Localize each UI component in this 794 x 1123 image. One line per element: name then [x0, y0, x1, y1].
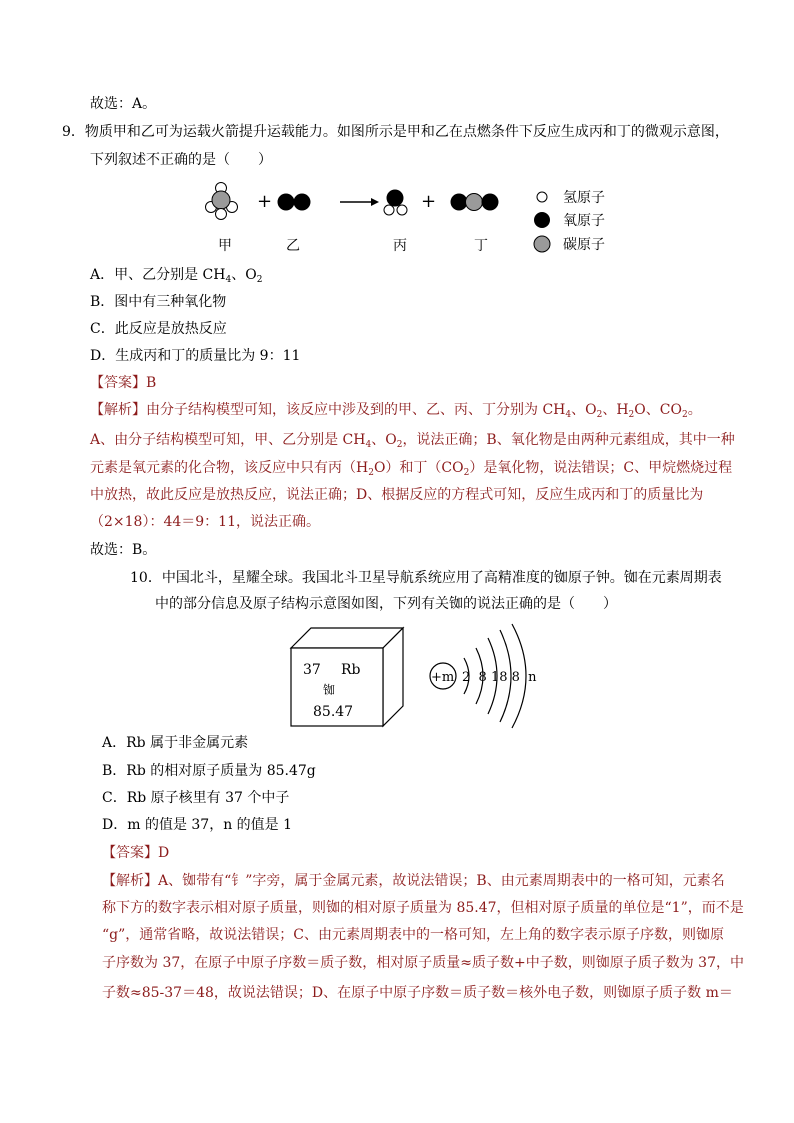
q9-analysis-line1: 【解析】由分子结构模型可知，该反应中涉及到的甲、乙、丙、丁分别为 $CH_4$、$O_2$、$H_2O$、$CO_2$。 [90, 402, 702, 420]
q9-option-c: C．此反应是放热反应 [90, 321, 227, 337]
q10-stem-line1: 10．中国北斗，星耀全球。我国北斗卫星导航系统应用了高精准度的铷原子钟。铷在元素周期表 [130, 570, 722, 586]
q9-analysis-line4: 中放热，故此反应是放热反应，说法正确；D、根据反应的方程式可知，反应生成丙和丁的质量比为 [90, 487, 704, 503]
nucleus-label: +m [431, 670, 455, 685]
reaction-arrow [340, 198, 379, 206]
q10-analysis-line3: “g”，通常省略，故说法错误；C、由元素周期表中的一格可知，左上角的数字表示原子序数，则铷原 [102, 927, 724, 943]
methane-molecule [206, 183, 238, 220]
element-name: 铷 [323, 683, 336, 697]
q10-option-d: D．m 的值是 37，n 的值是 1 [102, 817, 293, 833]
q9-conclusion: 故选：B。 [90, 542, 157, 558]
legend [534, 190, 605, 253]
legend-hydrogen: 氢原子 [563, 190, 605, 206]
electron-shells: 2 8 18 8 n [462, 670, 537, 685]
q9-analysis-line3: 元素是氧元素的化合物，该反应中只有丙$(H_2O)$和丁$(CO_2)$是氧化物，说法错误；C、甲烷燃烧过程 [90, 460, 733, 478]
q9-option-a: A．甲、乙分别是 $CH_4$、$O_2$ [90, 267, 263, 285]
carbon-dioxide-molecule [451, 194, 499, 211]
q10-analysis-line1: 【解析】A、铷带有“钅”字旁，属于金属元素，故说法错误；B、由元素周期表中的一格可知，元素名 [102, 873, 725, 889]
oxygen-molecule [278, 194, 311, 211]
label-jia: 甲 [218, 238, 232, 254]
q10-option-b: B．Rb 的相对原子质量为 85.47g [102, 763, 316, 779]
label-yi: 乙 [286, 238, 300, 254]
q10-analysis-line4: 子序数为 37，在原子中原子序数＝质子数，相对原子质量≈质子数+中子数，则铷原子质子数为 37，中 [102, 955, 744, 971]
q10-stem-line2: 中的部分信息及原子结构示意图如图，下列有关铷的说法正确的是（ ） [155, 596, 617, 612]
plus-sign-1: + [257, 191, 273, 212]
legend-carbon: 碳原子 [563, 237, 605, 253]
q9-answer: 【答案】B [90, 375, 157, 391]
plus-sign-2: + [421, 191, 437, 212]
rubidium-element-cell [289, 626, 407, 730]
q8-conclusion: 故选：A。 [90, 96, 157, 112]
label-ding: 丁 [474, 238, 488, 254]
q9-stem-line1: 9．物质甲和乙可为运载火箭提升运载能力。如图所示是甲和乙在点燃条件下反应生成丙和丁的微观示意图， [62, 124, 729, 140]
element-symbol: Rb [341, 662, 361, 678]
q9-analysis-line5: （2×18）：44＝9：11，说法正确。 [90, 514, 320, 530]
q10-option-a: A．Rb 属于非金属元素 [102, 735, 249, 751]
element-mass: 85.47 [313, 704, 354, 720]
q10-answer: 【答案】D [102, 845, 170, 861]
q10-option-c: C．Rb 原子核里有 37 个中子 [102, 790, 290, 806]
element-number: 37 [303, 662, 321, 678]
q9-option-d: D．生成丙和丁的质量比为 9：11 [90, 348, 301, 364]
q10-analysis-line2: 称下方的数字表示相对原子质量，则铷的相对原子质量为 85.47，但相对原子质量的单位是“1”，而不是 [102, 900, 744, 916]
q9-analysis-line2: A、由分子结构模型可知，甲、乙分别是 $CH_4$、$O_2$，说法正确；B、氧化物是由两种元素组成，其中一种 [90, 432, 735, 450]
legend-oxygen: 氧原子 [563, 213, 605, 229]
label-bing: 丙 [393, 238, 407, 254]
q10-analysis-line5: 子数≈85-37＝48，故说法错误；D、在原子中原子序数＝质子数＝核外电子数，则铷原子质子数 m＝ [102, 985, 733, 1001]
q9-option-b: B．图中有三种氧化物 [90, 294, 227, 310]
q9-stem-line2: 下列叙述不正确的是（ ） [90, 152, 272, 168]
q9-reaction-diagram [195, 176, 625, 266]
rubidium-atom-structure [420, 620, 550, 732]
water-molecule [384, 190, 407, 216]
